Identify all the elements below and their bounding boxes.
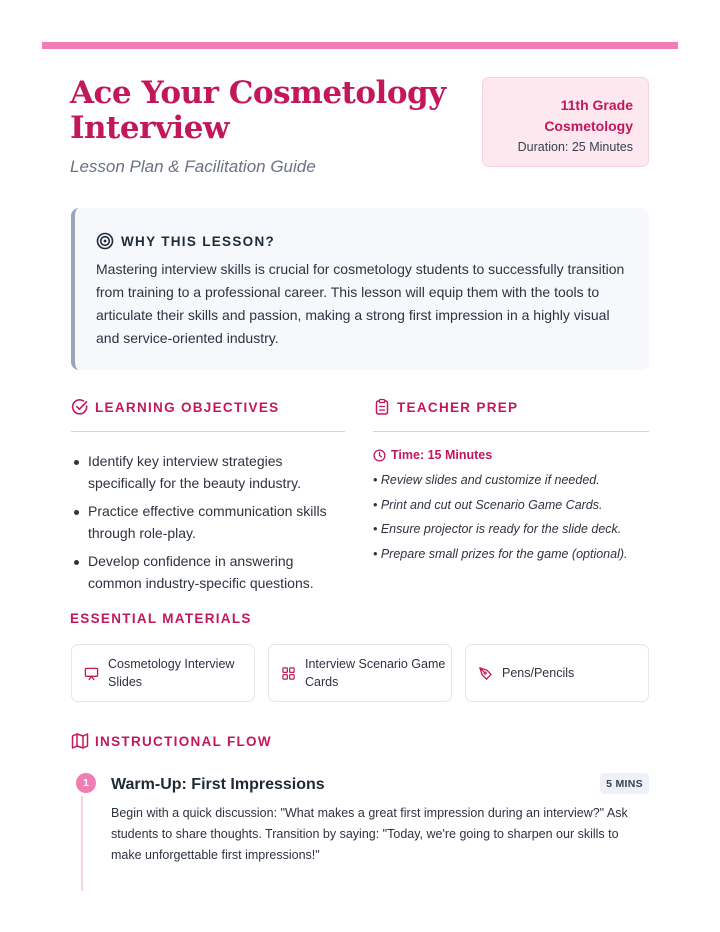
list-item: Practice effective communication skills through role-play. xyxy=(71,501,345,544)
list-item: • Ensure projector is ready for the slide deck. xyxy=(373,522,622,536)
prep-list xyxy=(373,468,649,566)
grade-label: 11th Grade xyxy=(560,97,633,113)
prep-heading-label: TEACHER PREP xyxy=(397,399,519,415)
subject-label: Cosmetology xyxy=(544,118,633,134)
list-item: Identify key interview strategies specifically for the beauty industry. xyxy=(71,451,345,494)
why-this-lesson-callout xyxy=(71,208,649,370)
learning-objectives-section xyxy=(71,398,345,601)
objectives-divider xyxy=(71,431,345,432)
list-item: • Print and cut out Scenario Game Cards. xyxy=(373,497,603,512)
material-card-game-cards xyxy=(268,644,452,702)
grid-icon xyxy=(281,666,296,681)
presentation-icon xyxy=(84,666,99,681)
page-subtitle: Lesson Plan & Facilitation Guide xyxy=(70,157,316,176)
instructional-flow-heading xyxy=(71,732,272,750)
target-icon xyxy=(96,232,114,250)
clock-icon xyxy=(373,449,386,462)
list-item: • Prepare small prizes for the game (optional). xyxy=(373,546,628,561)
flow-heading-label: INSTRUCTIONAL FLOW xyxy=(95,733,272,749)
material-label: Cosmetology Interview Slides xyxy=(108,657,235,689)
material-label: Interview Scenario Game Cards xyxy=(305,657,446,689)
prep-time-label: Time: 15 Minutes xyxy=(391,448,493,462)
map-icon xyxy=(71,732,89,750)
prep-heading xyxy=(373,398,649,416)
list-item: Develop confidence in answering common industry-specific questions. xyxy=(71,551,345,594)
pen-icon xyxy=(478,666,493,681)
objectives-heading xyxy=(71,398,345,416)
objectives-list xyxy=(71,451,345,594)
top-accent-bar xyxy=(42,42,678,49)
materials-heading: ESSENTIAL MATERIALS xyxy=(70,611,252,626)
clipboard-icon xyxy=(373,398,391,416)
teacher-prep-section xyxy=(373,398,649,566)
prep-divider xyxy=(373,431,649,432)
step-title: Warm-Up: First Impressions xyxy=(111,776,325,793)
material-card-pens xyxy=(465,644,649,702)
objectives-heading-label: LEARNING OBJECTIVES xyxy=(95,399,280,415)
page-title: Ace Your Cosmetology Interview xyxy=(70,75,446,146)
material-label: Pens/Pencils xyxy=(502,666,575,680)
why-body-text: Mastering interview skills is crucial for cosmetology students to successfully transition from training to a professional career. This lesson will equip them with the tools to articulate their skills and passion, making a strong first impression in a highly visual and service-oriented industry. xyxy=(96,261,625,346)
lesson-info-box xyxy=(482,77,649,167)
step-number-badge: 1 xyxy=(76,773,96,793)
list-item: • Review slides and customize if needed. xyxy=(373,473,600,487)
step-description: Begin with a quick discussion: "What makes a great first impression during an interview?" Ask students to share thoughts. Transition by saying: "Today, we're going to sharpen our skills to make unforgettable first impressions!" xyxy=(111,806,628,862)
step-duration-badge: 5 MINS xyxy=(600,773,649,794)
check-circle-icon xyxy=(71,398,89,416)
why-heading xyxy=(96,230,627,252)
material-card-slides xyxy=(71,644,255,702)
duration-label: Duration: 25 Minutes xyxy=(517,140,633,154)
prep-time xyxy=(373,448,649,462)
why-heading-label: WHY THIS LESSON? xyxy=(121,233,276,249)
timeline-line xyxy=(81,796,83,891)
